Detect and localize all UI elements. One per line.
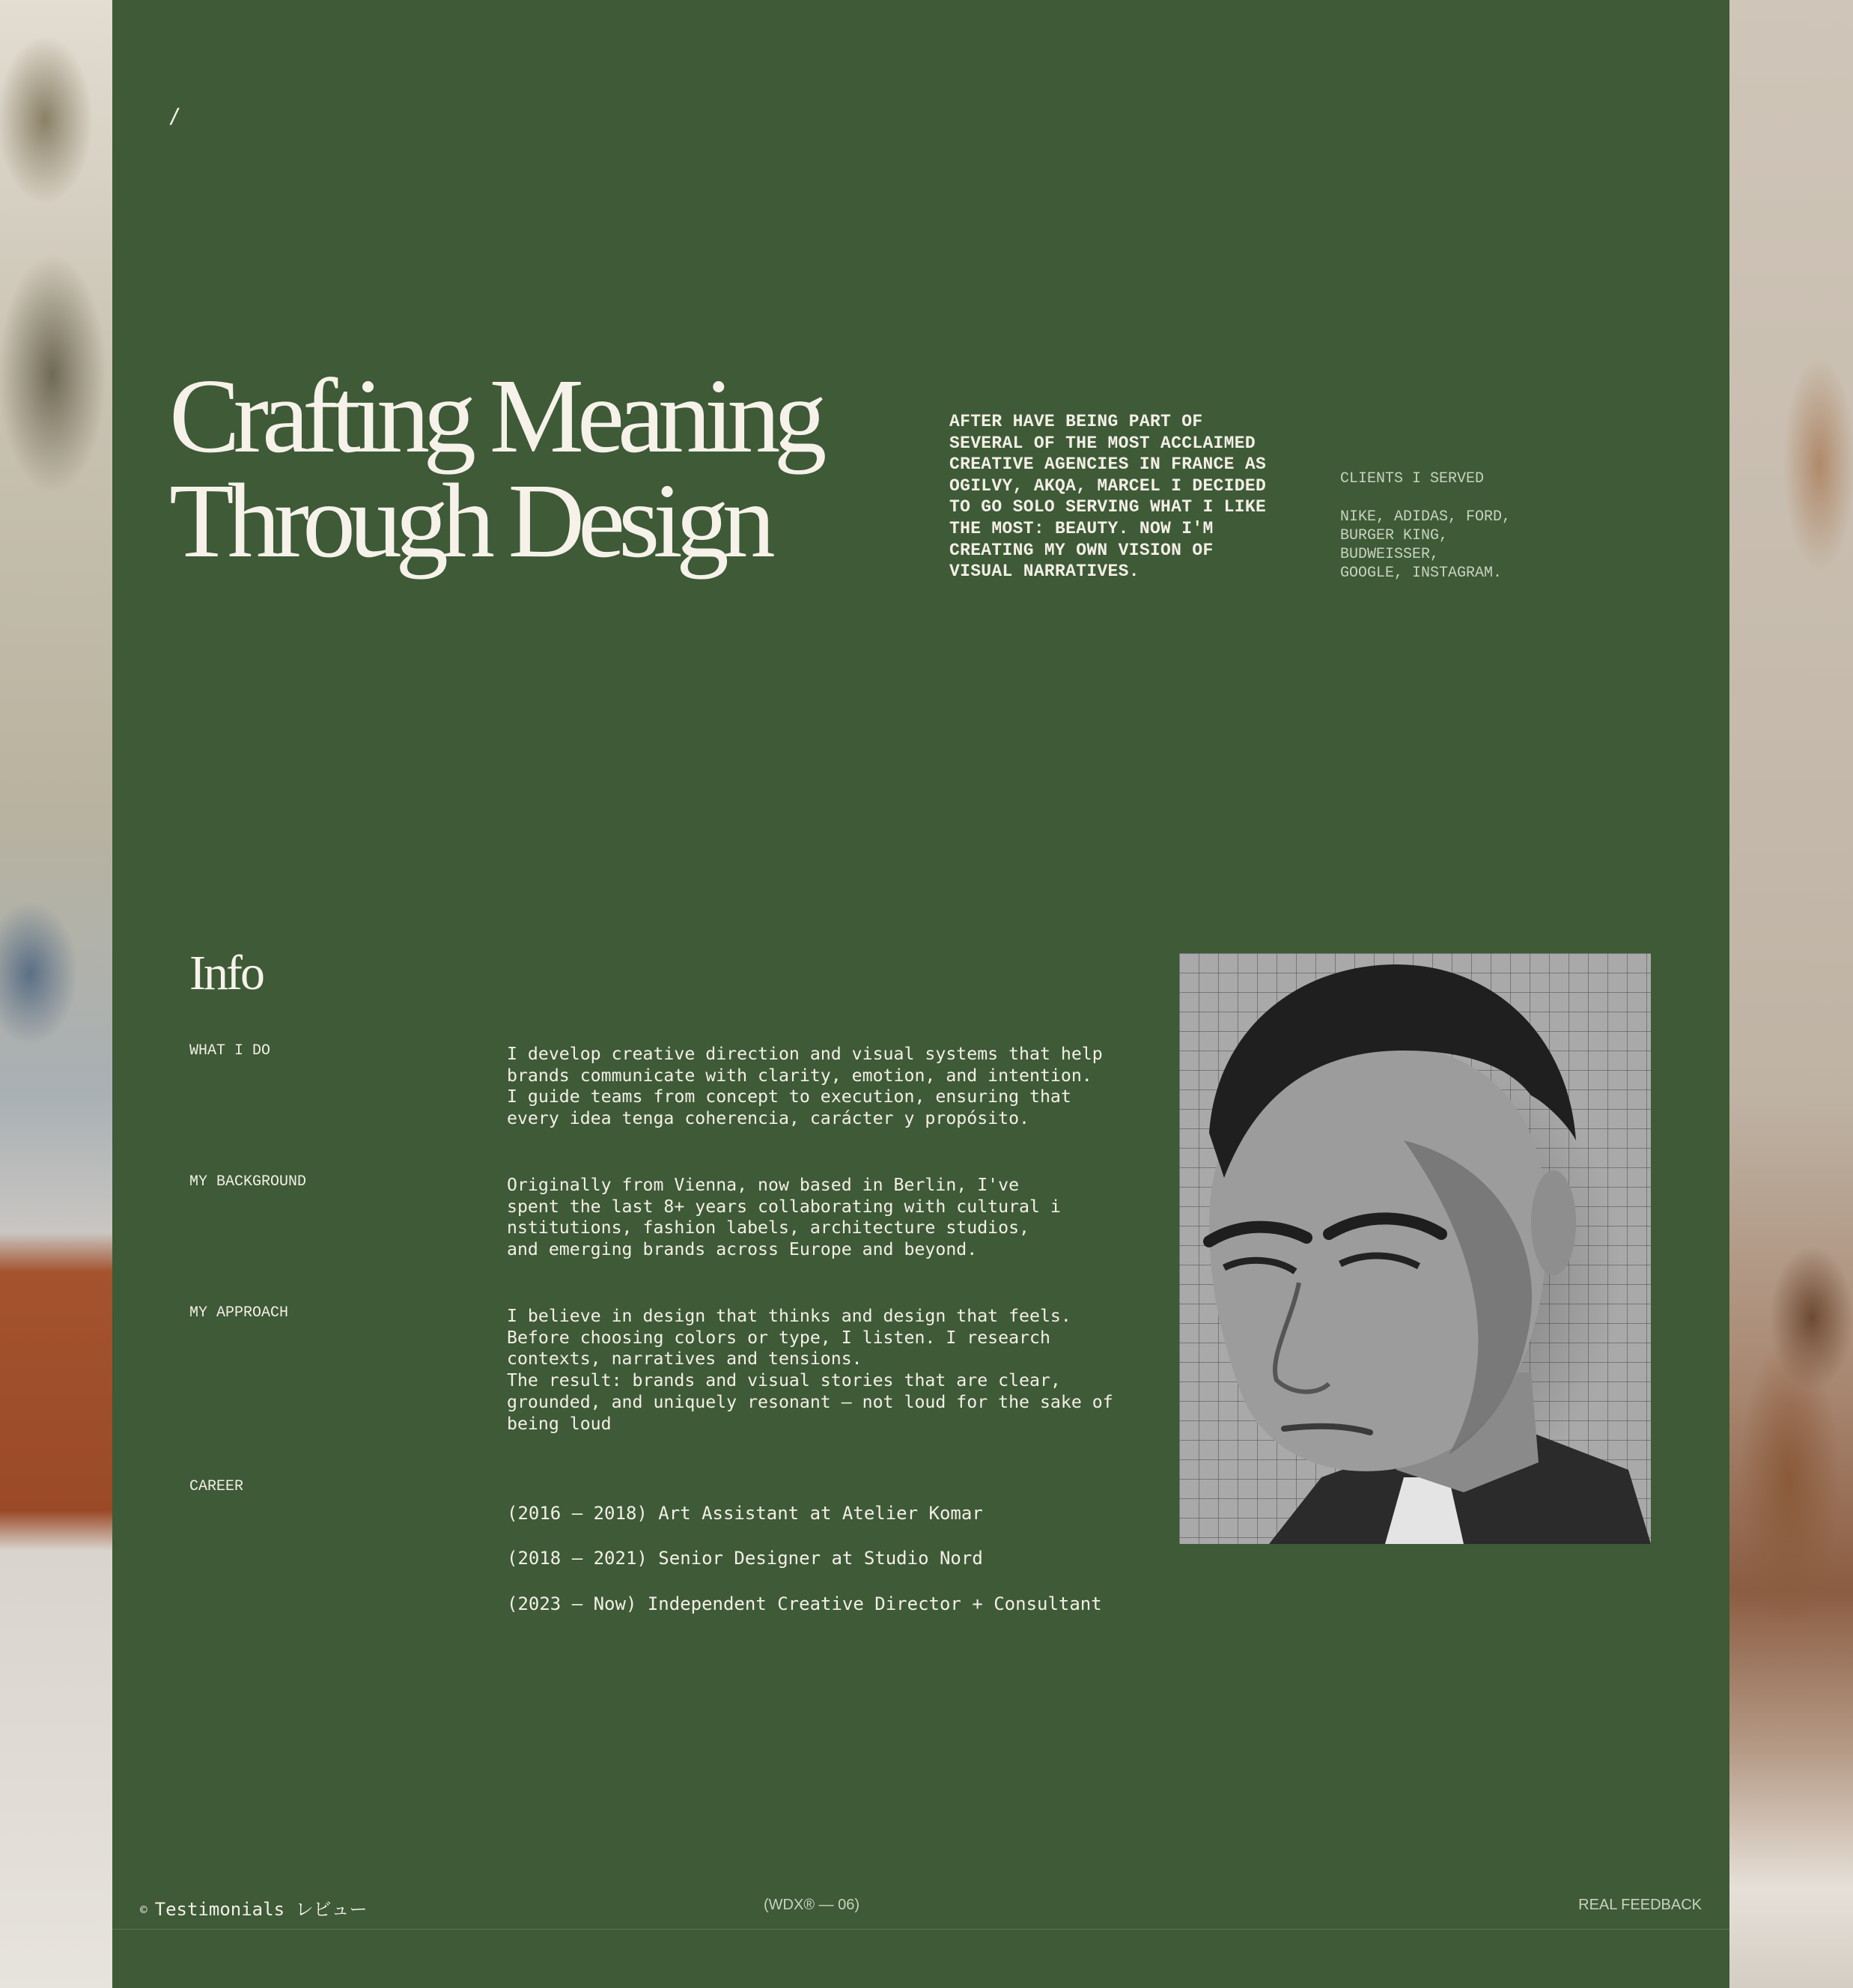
footer-section-index: (WDX® — 06) xyxy=(764,1897,860,1913)
info-label-background: MY BACKGROUND xyxy=(189,1173,307,1191)
clients-list: NIKE, ADIDAS, FORD, BURGER KING, BUDWEISSER, GOOGLE, INSTAGRAM. xyxy=(1340,508,1512,582)
footer-testimonials-label: Testimonials レビュー xyxy=(154,1899,368,1920)
info-label-what-i-do: WHAT I DO xyxy=(189,1042,271,1060)
portrait-illustration xyxy=(1179,953,1651,1544)
info-label-approach: MY APPROACH xyxy=(189,1304,289,1322)
career-item: (2018 — 2021) Senior Designer at Studio Nord xyxy=(507,1548,983,1569)
portrait-photo xyxy=(1179,953,1651,1544)
info-text-what-i-do: I develop creative direction and visual systems that help brands communicate with clarity, emotion, and intention. I guide teams from concept to execution, ensuring that every idea tenga coherencia, carácter y propósito. xyxy=(507,1044,1103,1129)
info-text-approach: I believe in design that thinks and design that feels. Before choosing colors or type, I listen. I research contexts, narratives and tensions. The result: brands and visual stories that are clear, grounded, and uniquely resonant — not loud for the sake of being loud xyxy=(507,1306,1113,1434)
portrait-ear xyxy=(1531,1170,1576,1275)
clients-label: CLIENTS I SERVED xyxy=(1340,470,1485,487)
hero-title xyxy=(169,356,821,580)
info-title: Info xyxy=(189,946,263,1000)
hero-title-line-2: Through Design xyxy=(169,461,769,580)
footer-divider xyxy=(112,1929,1729,1930)
backdrop-left xyxy=(0,0,112,1988)
career-list xyxy=(507,1480,1166,1638)
hero-title-line-1: Crafting Meaning xyxy=(169,356,821,475)
copyright-icon: © xyxy=(140,1903,147,1917)
info-label-career: CAREER xyxy=(189,1478,244,1495)
footer-testimonials-link[interactable] xyxy=(140,1894,367,1921)
info-text-background: Originally from Vienna, now based in Berlin, I've spent the last 8+ years collaborating with cultural i nstitutions, fashion labels, architecture studios, and emerging brands across Europe and beyond. xyxy=(507,1175,1061,1260)
clients-block xyxy=(1340,469,1550,583)
career-item: (2016 — 2018) Art Assistant at Atelier Komar xyxy=(507,1502,983,1524)
content-panel xyxy=(112,0,1729,1988)
career-item: (2023 — Now) Independent Creative Director + Consultant xyxy=(507,1593,1102,1615)
footer-real-feedback: REAL FEEDBACK xyxy=(1578,1897,1702,1913)
backdrop-right xyxy=(1729,0,1853,1988)
menu-slash-icon[interactable]: / xyxy=(168,103,181,128)
hero-intro: AFTER HAVE BEING PART OF SEVERAL OF THE MOST ACCLAIMED CREATIVE AGENCIES IN FRANCE AS OGILVY, AKQA, MARCEL I DECIDED TO GO SOLO SERVING WHAT I LIKE THE MOST: BEAUTY. NOW I'M CREATING MY OWN VISION OF VISUAL NARRATIVES. xyxy=(949,412,1267,582)
